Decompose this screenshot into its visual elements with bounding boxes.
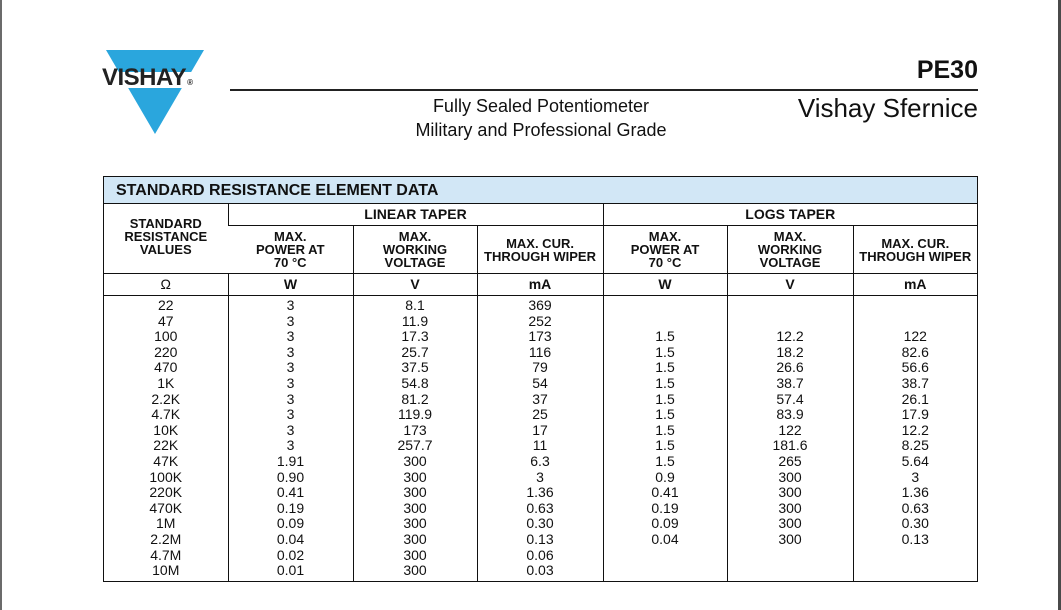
cell-linear-power: 0.19	[228, 501, 353, 517]
cell-linear-current: 79	[477, 360, 603, 376]
table-row	[104, 360, 977, 376]
table-header	[104, 204, 977, 296]
header-linear-taper: LINEAR TAPER	[228, 204, 603, 226]
header-logs-power: MAX. POWER AT 70 °C	[603, 226, 727, 274]
cell-linear-power: 0.01	[228, 563, 353, 581]
cell-linear-voltage: 11.9	[353, 314, 477, 330]
table-row	[104, 516, 977, 532]
cell-logs-power: 1.5	[603, 392, 727, 408]
cell-logs-power: 0.9	[603, 470, 727, 486]
cell-linear-power: 0.09	[228, 516, 353, 532]
cell-logs-current	[853, 563, 977, 581]
cell-logs-current: 3	[853, 470, 977, 486]
unit-logs-v: V	[727, 274, 853, 296]
cell-linear-current: 0.03	[477, 563, 603, 581]
header-linear-power: MAX. POWER AT 70 °C	[228, 226, 353, 274]
table-row	[104, 485, 977, 501]
model-number: PE30	[916, 56, 978, 84]
unit-linear-v: V	[353, 274, 477, 296]
cell-linear-current: 173	[477, 329, 603, 345]
cell-logs-power: 1.5	[603, 376, 727, 392]
cell-logs-power: 1.5	[603, 454, 727, 470]
cell-logs-power: 0.19	[603, 501, 727, 517]
cell-linear-voltage: 300	[353, 548, 477, 564]
table-row	[104, 314, 977, 330]
cell-linear-voltage: 300	[353, 485, 477, 501]
cell-logs-current: 1.36	[853, 485, 977, 501]
header-rule	[230, 89, 978, 91]
company-name: Vishay Sfernice	[797, 93, 978, 123]
cell-resistance-value: 470	[154, 359, 178, 376]
cell-logs-power	[603, 548, 727, 564]
cell-logs-power: 0.04	[603, 532, 727, 548]
subtitle-line-1: Fully Sealed Potentiometer	[432, 96, 650, 116]
registered-mark: ®	[187, 78, 193, 87]
cell-resistance-value: 2.2M	[150, 530, 182, 547]
header-linear-voltage: MAX. WORKING VOLTAGE	[353, 226, 477, 274]
table-row	[104, 548, 977, 564]
page-left-edge	[0, 0, 2, 610]
cell-linear-power: 0.04	[228, 532, 353, 548]
cell-linear-current: 252	[477, 314, 603, 330]
cell-resistance-value: 4.7K	[151, 406, 181, 423]
header-linear-current: MAX. CUR. THROUGH WIPER	[477, 226, 603, 274]
cell-resistance-value: 4.7M	[150, 546, 182, 563]
resistance-data-table	[103, 176, 978, 582]
cell-resistance-value: 220	[154, 343, 178, 360]
header-logs-current: MAX. CUR. THROUGH WIPER	[853, 226, 977, 274]
cell-linear-current: 116	[477, 345, 603, 361]
cell-logs-voltage: 26.6	[727, 360, 853, 376]
cell-resistance-value: 47K	[153, 452, 179, 469]
cell-linear-voltage: 300	[353, 501, 477, 517]
table-row	[104, 423, 977, 439]
cell-logs-current: 0.13	[853, 532, 977, 548]
cell-resistance-value: 47	[157, 312, 174, 329]
unit-linear-ma: mA	[477, 274, 603, 296]
cell-linear-power: 3	[228, 438, 353, 454]
cell-linear-current: 0.63	[477, 501, 603, 517]
logo-text	[102, 64, 193, 92]
cell-linear-power: 0.90	[228, 470, 353, 486]
cell-logs-current	[853, 314, 977, 330]
unit-logs-w: W	[603, 274, 727, 296]
cell-linear-voltage: 300	[353, 532, 477, 548]
cell-logs-current	[853, 548, 977, 564]
cell-linear-current: 3	[477, 470, 603, 486]
cell-linear-voltage: 173	[353, 423, 477, 439]
cell-linear-current: 369	[477, 296, 603, 314]
cell-resistance-value: 1M	[156, 515, 176, 532]
cell-linear-voltage: 300	[353, 454, 477, 470]
cell-resistance-value: 10K	[153, 421, 179, 438]
cell-logs-voltage: 181.6	[727, 438, 853, 454]
logo-triangle	[106, 50, 204, 134]
cell-logs-power: 1.5	[603, 407, 727, 423]
cell-logs-voltage: 12.2	[727, 329, 853, 345]
table-row	[104, 407, 977, 423]
cell-logs-current: 56.6	[853, 360, 977, 376]
table-row	[104, 329, 977, 345]
cell-logs-voltage: 83.9	[727, 407, 853, 423]
cell-logs-voltage	[727, 296, 853, 314]
cell-linear-voltage: 25.7	[353, 345, 477, 361]
unit-ohm: Ω	[104, 274, 228, 296]
cell-logs-power: 1.5	[603, 438, 727, 454]
cell-linear-current: 25	[477, 407, 603, 423]
cell-linear-voltage: 257.7	[353, 438, 477, 454]
cell-resistance-value: 10M	[152, 562, 180, 579]
cell-logs-current: 38.7	[853, 376, 977, 392]
cell-linear-current: 6.3	[477, 454, 603, 470]
unit-logs-ma: mA	[853, 274, 977, 296]
cell-logs-voltage: 38.7	[727, 376, 853, 392]
cell-logs-voltage: 300	[727, 516, 853, 532]
cell-linear-power: 3	[228, 345, 353, 361]
cell-logs-voltage	[727, 548, 853, 564]
cell-resistance-value: 100K	[149, 468, 183, 485]
document-subtitle	[360, 94, 722, 142]
cell-logs-power: 0.41	[603, 485, 727, 501]
cell-logs-current: 5.64	[853, 454, 977, 470]
cell-logs-voltage	[727, 563, 853, 581]
cell-linear-voltage: 300	[353, 516, 477, 532]
cell-resistance-value: 2.2K	[151, 390, 181, 407]
table-row	[104, 376, 977, 392]
cell-linear-voltage: 8.1	[353, 296, 477, 314]
cell-logs-power: 1.5	[603, 423, 727, 439]
table-row	[104, 296, 977, 314]
cell-resistance-value: 1K	[157, 374, 175, 391]
cell-logs-power	[603, 314, 727, 330]
header-standard-resistance: STANDARD RESISTANCE VALUES	[104, 204, 228, 274]
cell-logs-voltage: 300	[727, 532, 853, 548]
cell-linear-power: 3	[228, 407, 353, 423]
cell-linear-power: 0.41	[228, 485, 353, 501]
cell-linear-power: 3	[228, 296, 353, 314]
cell-logs-voltage: 18.2	[727, 345, 853, 361]
cell-linear-power: 3	[228, 376, 353, 392]
cell-logs-power	[603, 296, 727, 314]
cell-linear-current: 1.36	[477, 485, 603, 501]
header-logs-voltage: MAX. WORKING VOLTAGE	[727, 226, 853, 274]
cell-linear-voltage: 300	[353, 470, 477, 486]
table-row	[104, 438, 977, 454]
cell-logs-current	[853, 296, 977, 314]
header-logs-taper: LOGS TAPER	[603, 204, 977, 226]
table-title: STANDARD RESISTANCE ELEMENT DATA	[104, 177, 977, 204]
cell-linear-voltage: 300	[353, 563, 477, 581]
cell-logs-voltage: 122	[727, 423, 853, 439]
cell-linear-voltage: 17.3	[353, 329, 477, 345]
cell-logs-power: 1.5	[603, 329, 727, 345]
logo-wordmark: VISHAY	[102, 64, 187, 91]
cell-linear-power: 3	[228, 392, 353, 408]
cell-logs-voltage: 265	[727, 454, 853, 470]
cell-linear-current: 17	[477, 423, 603, 439]
table-row	[104, 501, 977, 517]
cell-logs-voltage: 300	[727, 501, 853, 517]
cell-linear-voltage: 54.8	[353, 376, 477, 392]
cell-logs-voltage: 57.4	[727, 392, 853, 408]
cell-linear-voltage: 81.2	[353, 392, 477, 408]
table-row	[104, 563, 977, 581]
cell-logs-power: 1.5	[603, 360, 727, 376]
cell-resistance-value: 470K	[149, 499, 183, 516]
cell-logs-power	[603, 563, 727, 581]
cell-logs-current: 17.9	[853, 407, 977, 423]
cell-linear-power: 3	[228, 314, 353, 330]
cell-linear-power: 0.02	[228, 548, 353, 564]
cell-resistance-value: 220K	[149, 484, 183, 501]
cell-logs-voltage: 300	[727, 485, 853, 501]
vishay-logo-icon	[106, 50, 204, 134]
cell-resistance-value: 100	[154, 328, 178, 345]
cell-logs-power: 1.5	[603, 345, 727, 361]
table-row	[104, 454, 977, 470]
cell-resistance-value: 22	[157, 297, 174, 313]
cell-linear-current: 11	[477, 438, 603, 454]
cell-linear-power: 3	[228, 423, 353, 439]
cell-linear-current: 0.13	[477, 532, 603, 548]
cell-logs-current: 26.1	[853, 392, 977, 408]
cell-logs-current: 82.6	[853, 345, 977, 361]
cell-linear-voltage: 37.5	[353, 360, 477, 376]
cell-linear-current: 0.06	[477, 548, 603, 564]
cell-linear-power: 1.91	[228, 454, 353, 470]
cell-logs-voltage	[727, 314, 853, 330]
cell-linear-power: 3	[228, 360, 353, 376]
table-row	[104, 470, 977, 486]
table-row	[104, 532, 977, 548]
cell-logs-current: 12.2	[853, 423, 977, 439]
cell-logs-voltage: 300	[727, 470, 853, 486]
cell-logs-current: 8.25	[853, 438, 977, 454]
cell-logs-current: 0.30	[853, 516, 977, 532]
cell-logs-power: 0.09	[603, 516, 727, 532]
cell-linear-current: 0.30	[477, 516, 603, 532]
cell-linear-voltage: 119.9	[353, 407, 477, 423]
table-row	[104, 345, 977, 361]
table-body	[104, 296, 977, 581]
table-row	[104, 392, 977, 408]
subtitle-line-2: Military and Professional Grade	[415, 120, 667, 140]
unit-linear-w: W	[228, 274, 353, 296]
cell-logs-current: 122	[853, 329, 977, 345]
cell-logs-current: 0.63	[853, 501, 977, 517]
cell-linear-power: 3	[228, 329, 353, 345]
cell-linear-current: 37	[477, 392, 603, 408]
cell-linear-current: 54	[477, 376, 603, 392]
cell-resistance-value: 22K	[153, 437, 179, 454]
